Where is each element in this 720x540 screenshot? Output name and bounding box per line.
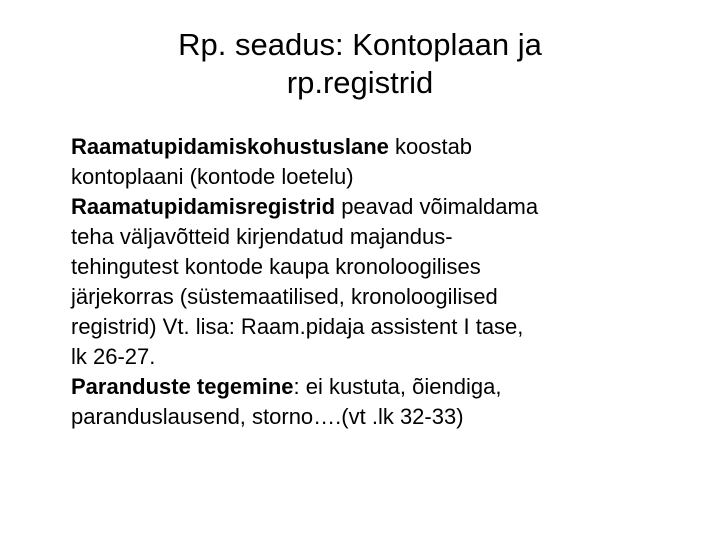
title-line-2: rp.registrid [286,65,434,100]
bold-term: Raamatupidamiskohustuslane [71,134,389,159]
paragraph-line: teha väljavõtteid kirjendatud majandus- [71,224,453,249]
paragraph-line: järjekorras (süstemaatilised, kronoloogilised [71,284,498,309]
paragraph-text: koostab [388,134,473,159]
paragraph-line: kontoplaani (kontode loetelu) [71,164,354,189]
paragraph-line: registrid) Vt. lisa: Raam.pidaja assistent I tase, [71,314,524,339]
paragraph-line [71,192,671,222]
paragraph-text: peavad võimaldama [335,194,539,219]
paragraph-line [71,132,671,162]
paragraph-line: tehingutest kontode kaupa kronoloogilises [71,254,481,279]
paragraph-kohustuslane [71,132,671,192]
paragraph-parandused [71,372,671,432]
paragraph-registrid [71,192,671,372]
paragraph-line: lk 26-27. [71,344,156,369]
slide-title [100,26,620,102]
paragraph-text: : ei kustuta, õiendiga, [293,374,502,399]
bold-term: Paranduste tegemine [71,374,294,399]
bold-term: Raamatupidamisregistrid [71,194,336,219]
slide-body [71,132,671,432]
title-line-1: Rp. seadus: Kontoplaan ja [178,27,542,62]
paragraph-line: paranduslausend, storno….(vt .lk 32-33) [71,404,464,429]
paragraph-line [71,372,671,402]
